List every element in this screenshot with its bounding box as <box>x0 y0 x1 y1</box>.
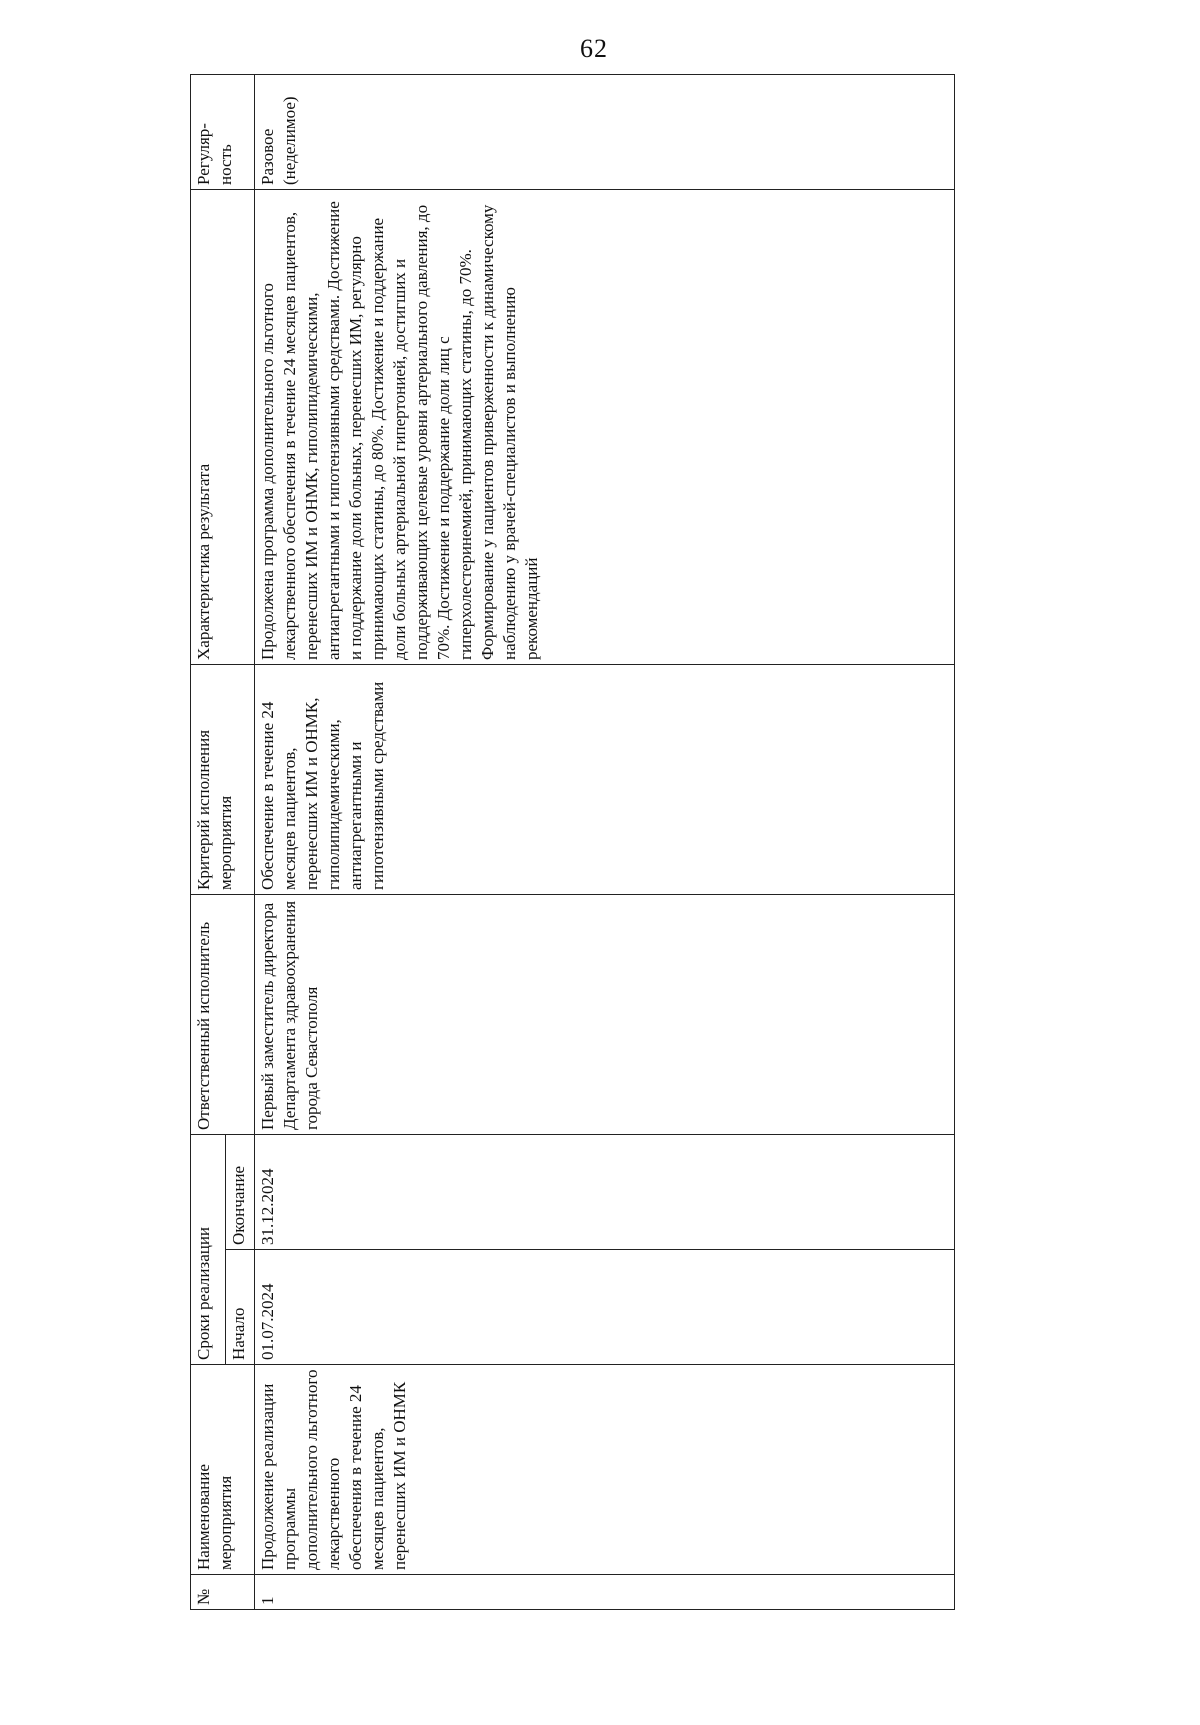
cell-regularity: Разовое (неделимое) <box>255 75 955 190</box>
cell-criterion: Обеспечение в течение 24 месяцев пациентов, перенесших ИМ и ОНМК, гиполипидемическими, антиагрегантными и гипотензивными средствами <box>255 665 955 895</box>
header-name: Наименование мероприятия <box>191 1365 255 1575</box>
measures-table <box>190 74 955 1610</box>
cell-result: Продолжена программа дополнительного льготного лекарственного обеспечения в течение 24 месяцев пациентов, перенесших ИМ и ОНМК, гиполипидемическими, антиагрегантными и гипотензивными средствами. Достижение и поддержание доли больных, перенесших ИМ, регулярно принимающих статины, до 80%. Достижение и поддержание доли больных артериальной гипертонией, достигших и поддерживающих целевые уровни артериального давления, до 70%. Достижение и поддержание доли лиц с гиперхолестеринемией, принимающих статины, до 70%. Формирование у пациентов приверженности к динамическому наблюдению у врачей-специалистов и выполнению рекомендаций <box>255 190 955 665</box>
cell-num: 1 <box>255 1575 955 1610</box>
cell-name: Продолжение реализации программы дополнительного льготного лекарственного обеспечения в течение 24 месяцев пациентов, перенесших ИМ и ОНМК <box>255 1365 955 1575</box>
cell-responsible: Первый заместитель директора Департамента здравоохранения города Севастополя <box>255 895 955 1135</box>
page-number: 62 <box>580 34 608 63</box>
table-row <box>255 75 955 1610</box>
cell-end: 31.12.2024 <box>255 1135 955 1250</box>
header-responsible: Ответственный исполнитель <box>191 895 255 1135</box>
header-end: Окончание <box>226 1135 255 1250</box>
header-period: Сроки реализации <box>191 1135 226 1365</box>
header-num: № <box>191 1575 255 1610</box>
measures-table-container <box>190 75 955 1610</box>
header-criterion: Критерий исполнения мероприятия <box>191 665 255 895</box>
header-row <box>191 75 226 1610</box>
header-regularity: Регуляр- ность <box>191 75 255 190</box>
header-start: Начало <box>226 1250 255 1365</box>
cell-start: 01.07.2024 <box>255 1250 955 1365</box>
header-result: Характеристика результата <box>191 190 255 665</box>
